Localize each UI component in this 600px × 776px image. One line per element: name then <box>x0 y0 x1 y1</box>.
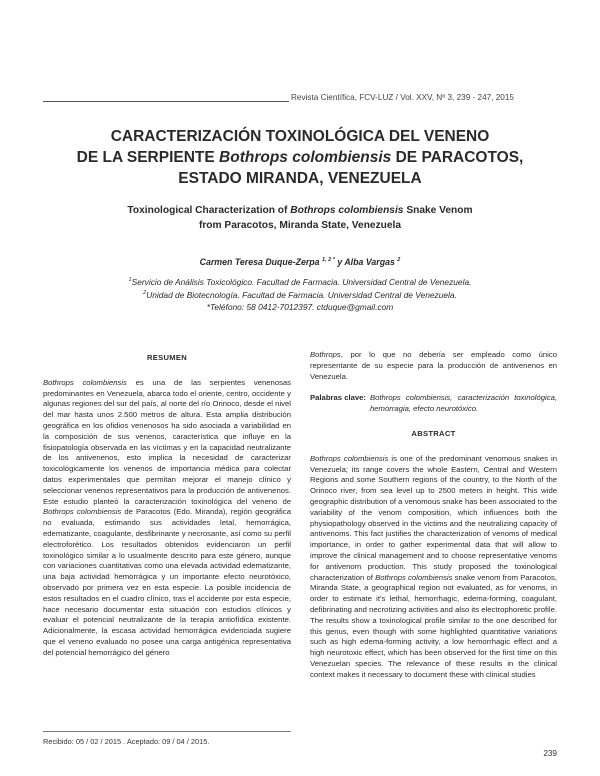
resumen-heading: RESUMEN <box>146 353 188 362</box>
resumen-continuation: Bothrops, por lo que no debería ser empleado como único representante de su especie para la producción de antivenenos en Venezuela. <box>310 350 557 381</box>
right-column <box>310 350 557 681</box>
author-list <box>40 257 560 267</box>
title-line-1: CARACTERIZACIÓN TOXINOLÓGICA DEL VENENO <box>110 128 490 145</box>
keywords <box>310 393 557 415</box>
footer-rule <box>43 731 291 732</box>
title-line-3: ESTADO MIRANDA, VENEZUELA <box>178 170 422 187</box>
subtitle-line-2: from Paracotos, Miranda State, Venezuela <box>198 220 402 231</box>
keywords-label: Palabras clave: <box>310 393 366 403</box>
english-title <box>40 203 560 233</box>
resumen-column <box>43 350 291 659</box>
resumen-paragraph: Bothrops colombiensis es una de las serpientes venenosas predominantes en Venezuela, abarca todo el oriente, centro, occidente y algunas regiones del sur del país, al norte del río Orinoco, desde el nivel del mar hasta unos 2.500 metros de altura. Esta amplia distribución geográfica en los ofidios venenosos ha sido asociada a variabilidad en la composición de sus venenos, característica que influye en la fisiopatología observada en las víctimas y en la capacidad neutralizante de los antivenenos, esto implica la necesidad de caracterizar toxicológicamente los venenos de importancia médica para colectar datos experimentales que permitan mejorar el manejo clínico y seleccionar venenos representativos para la producción de antivenenos. Este estudio planteó la caracterización toxinológica del veneno de Bothrops colombiensis de Paracotos (Edo. Miranda), región geográfica no evaluada, estimando sus actividades letal, hemorrágica, edematizante, coagulante, desfibrinante y necrosante, así como su perfil electroforético. Los resultados obtenidos evidenciaron un perfil toxinológico similar a lo usualmente descrito para este género, aunque con variaciones cuantitativas como una elevada actividad edematizante, una baja actividad hemorrágica y un importante efecto neurotóxico, observado por primera vez en esta especie. La posible incidencia de estos resultados en el cuadro clínico, tras el accidente por esta especie, hace necesario documentar esta situación con estudios clínicos y evaluar el potencial neutralizante de la terapia antiofídica existente. Adicionalmente, la escasa actividad hemorrágica evidenciada sugiere que el veneno evaluado no posee una carga antigénica representativa del potencial hemorrágico del género <box>43 377 292 657</box>
keywords-value: Bothrops colombiensis, caracterización toxinológica, hemorragia, efecto neurotóxico. <box>370 393 557 414</box>
received-accepted-dates: Recibido: 05 / 02 / 2015 . Aceptado: 09 / 04 / 2015. <box>43 737 210 746</box>
page-number: 239 <box>543 749 557 758</box>
author-1: Carmen Teresa Duque-Zerpa <box>199 257 323 267</box>
title-species: Bothrops colombiensis <box>219 149 392 166</box>
abstract-paragraph: Bothrops colombiensis is one of the predominant venomous snakes in Venezuela; its range covers the whole Eastern, Central and Western Regions and some Southern regions of the country, to the North of the Orinoco river, from sea level up to 2500 meters in height. This wide geographic distribution of a venomous snake has been associated to the variability of the venom composition, which influences both the physiopathology observed in the victims and the neutralizing capacity of antivenoms. This fact justifies the characterization of venoms of medical importance, in order to gather experimental data that will allow to improve the clinical management and to choose representative venoms for antivenom production. This study proposed the toxinological characterization of Bothrops colombiensis snake venom from Paracotos, Miranda State, a geographical region not evaluated, as for venoms, in order to estimate it's lethal, hemorrhagic, edema-forming, coagulant, defibrinating and necrotizing activities and also its electrophoretic profile. The results show a toxinological profile similar to the one described for this genus, even though with some highlighted quantitative variations such as high edema-forming activity, a low hemorrhagic effect and a high neurotoxic effect, which has been observed for the first time on this Venezuelan species. The relevance of these results in the clinical context makes it necessary to document these with clinical studies <box>310 453 558 679</box>
article-title <box>40 126 560 189</box>
header-rule <box>43 101 289 102</box>
title-line-2: DE LA SERPIENTE Bothrops colombiensis DE PARACOTOS, <box>76 149 524 166</box>
author-connector: y Alba Vargas <box>334 257 398 267</box>
affiliation-2: $^2$Unidad de Biotecnología. Facultad de Farmacia. Universidad Central de Venezuela. <box>143 290 457 301</box>
affiliation-1: $^1$Servicio de Análisis Toxicológico. Facultad de Farmacia. Universidad Central de Venezuela. <box>128 276 472 287</box>
contact-info: *Teléfono: 58 0412-7012397. ctduque@gmail.com <box>206 301 394 312</box>
subtitle-line-1: Toxinological Characterization of Bothrops colombiensis Snake Venom <box>127 205 473 216</box>
author-1-marks: 1, 2 * <box>322 257 335 264</box>
subtitle-species: Bothrops colombiensis <box>290 205 404 216</box>
affiliations <box>40 275 560 313</box>
abstract-heading: ABSTRACT <box>411 428 456 438</box>
journal-header: Revista Científica, FCV-LUZ / Vol. XXV, Nº 3, 239 - 247, 2015 <box>291 93 514 102</box>
author-2-marks: 2 <box>397 257 401 264</box>
